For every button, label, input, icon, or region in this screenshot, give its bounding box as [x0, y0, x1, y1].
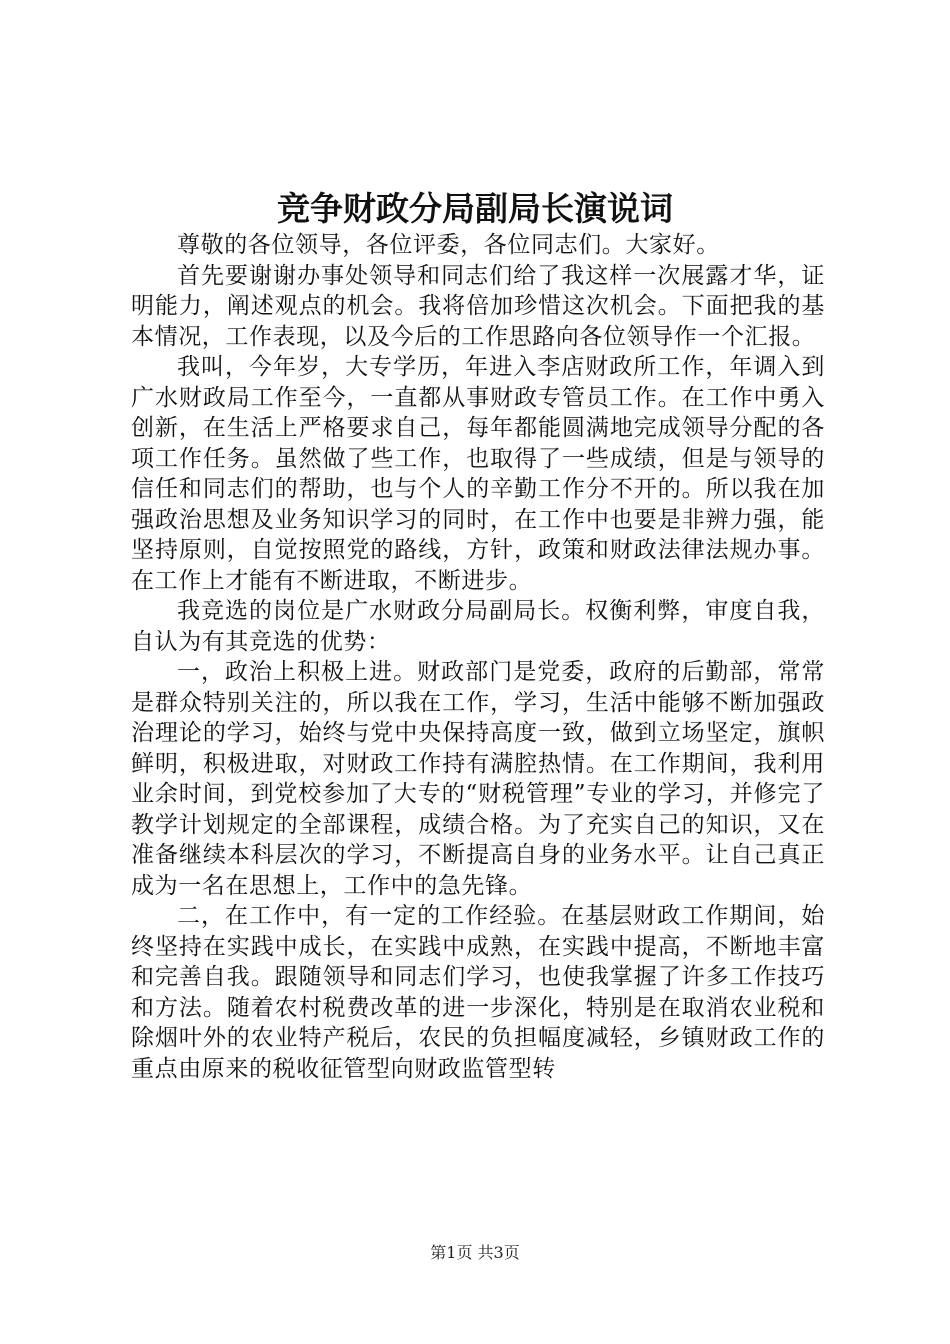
- paragraph-thanks: 首先要谢谢办事处领导和同志们给了我这样一次展露才华，证明能力，阐述观点的机会。我将倍加珍惜这次机会。下面把我的基本情况，工作表现，以及今后的工作思路向各位领导作一个汇报。: [131, 262, 825, 350]
- paragraph-introduction: 我叫，今年岁，大专学历，年进入李店财政所工作，年调入到广水财政局工作至今，一直都从事财政专管员工作。在工作中勇入创新，在生活上严格要求自己，每年都能圆满地完成领导分配的各项工作任务。虽然做了些工作，也取得了一些成绩，但是与领导的信任和同志们的帮助，也与个人的辛勤工作分不开的。所以我在加强政治思想及业务知识学习的同时，在工作中也要是非辨力强，能坚持原则，自觉按照党的路线，方针，政策和财政法律法规办事。在工作上才能有不断进取，不断进步。: [131, 354, 825, 594]
- page-number-footer: 第1页 共3页: [430, 1243, 520, 1262]
- paragraph-position: 我竞选的岗位是广水财政分局副局长。权衡利弊，审度自我，自认为有其竞选的优势：: [131, 598, 825, 655]
- paragraph-greeting: 尊敬的各位领导，各位评委，各位同志们。大家好。: [177, 232, 720, 258]
- document-body: [131, 230, 825, 1084]
- document-title: 竞争财政分局副局长演说词: [277, 189, 673, 228]
- paragraph-advantage-one: 一，政治上积极上进。财政部门是党委，政府的后勤部，常常是群众特别关注的，所以我在工作，学习，生活中能够不断加强政治理论的学习，始终与党中央保持高度一致，做到立场坚定，旗帜鲜明，积极进取，对财政工作持有满腔热情。在工作期间，我利用业余时间，到党校参加了大专的“财税管理”专业的学习，并修完了教学计划规定的全部课程，成绩合格。为了充实自己的知识，又在准备继续本科层次的学习，不断提高自身的业务水平。让自己真正成为一名在思想上，工作中的急先锋。: [131, 659, 825, 899]
- paragraph-advantage-two: 二，在工作中，有一定的工作经验。在基层财政工作期间，始终坚持在实践中成长，在实践中成熟，在实践中提高，不断地丰富和完善自我。跟随领导和同志们学习，也使我掌握了许多工作技巧和方法。随着农村税费改革的进一步深化，特别是在取消农业税和除烟叶外的农业特产税后，农民的负担幅度减轻，乡镇财政工作的重点由原来的税收征管型向财政监管型转: [131, 903, 825, 1082]
